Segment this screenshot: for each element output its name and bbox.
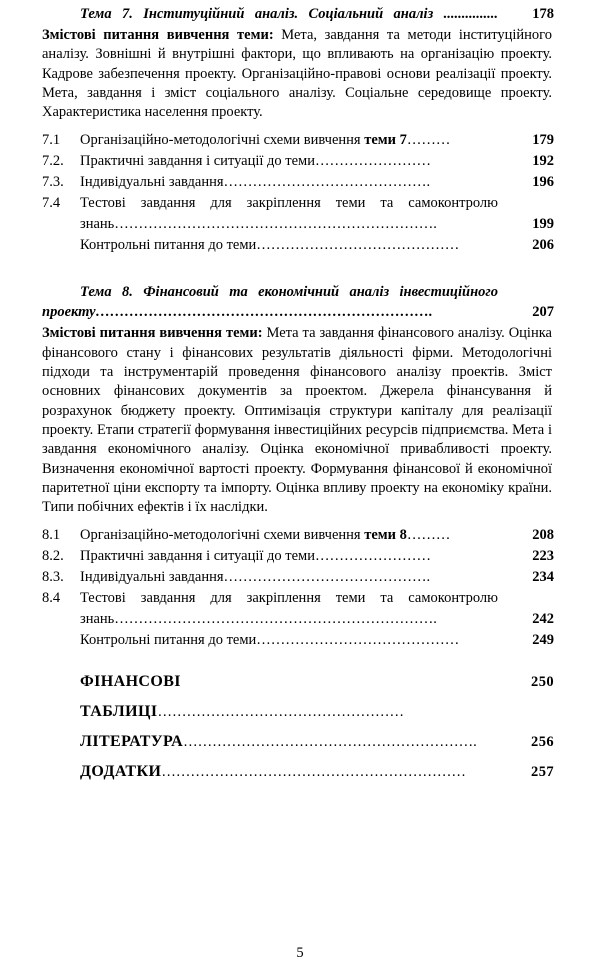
toc-item-label: Практичні завдання і ситуації до теми…………………… bbox=[80, 548, 431, 565]
section-label: ФІНАНСОВІ ТАБЛИЦІ bbox=[80, 673, 181, 721]
toc-item-label: Організаційно-методологічні схеми вивчення теми 8……… bbox=[80, 527, 451, 544]
theme-7-description: Змістові питання вивчення теми: Мета, завдання та методи інституційного аналізу. Зовнішні й внутрішні фактори, що впливають на організацію проекту. Кадрове забезпечення проекту. Організаційно-правові основи реалізації проекту. Мета, завдання і зміст соціального аналізу. Соціальне середовище проекту. Характеристика населення проекту. bbox=[42, 27, 552, 121]
toc-item-page: 249 bbox=[532, 632, 554, 649]
theme-7-heading bbox=[42, 4, 554, 24]
section-label: ДОДАТКИ bbox=[80, 763, 162, 781]
toc-item[interactable] bbox=[42, 130, 554, 151]
toc-item-number: 8.1 bbox=[42, 527, 61, 544]
theme-7-title: Тема 7. Інституційний аналіз. Соціальний аналіз ............... bbox=[80, 6, 498, 22]
section-entry-appendices[interactable] bbox=[42, 757, 554, 787]
section-page: 257 bbox=[531, 764, 554, 781]
toc-item-page: 199 bbox=[532, 216, 554, 233]
toc-item-page: 192 bbox=[532, 153, 554, 170]
toc-item-label: Тестові завдання для закріплення теми та самоконтролю знань…………………………………………………………. bbox=[80, 590, 498, 628]
toc-item-number: 8.2. bbox=[42, 548, 64, 565]
toc-item[interactable] bbox=[42, 630, 554, 651]
toc-item-number: 7.4 bbox=[42, 195, 61, 212]
toc-item-label: Практичні завдання і ситуації до теми…………………… bbox=[80, 153, 431, 170]
toc-item-label: Тестові завдання для закріплення теми та самоконтролю знань…………………………………………………………. bbox=[80, 195, 498, 233]
toc-item[interactable] bbox=[42, 235, 554, 256]
toc-item-number: 7.1 bbox=[42, 132, 61, 149]
page-folio: 5 bbox=[296, 945, 304, 961]
toc-item-page: 206 bbox=[532, 237, 554, 254]
toc-item-page: 242 bbox=[532, 611, 554, 628]
toc-item-page: 179 bbox=[532, 132, 554, 149]
toc-item-number: 8.3. bbox=[42, 569, 64, 586]
toc-item[interactable] bbox=[42, 525, 554, 546]
section-label: ЛІТЕРАТУРА bbox=[80, 733, 184, 751]
toc-item-label: Індивідуальні завдання……………………………………. bbox=[80, 174, 431, 191]
toc-item-page: 208 bbox=[532, 527, 554, 544]
toc-item[interactable] bbox=[42, 172, 554, 193]
theme-8-heading bbox=[42, 282, 554, 302]
theme-8-title-line-2: проекту……………………………………………………………. bbox=[42, 304, 433, 321]
toc-item[interactable] bbox=[42, 567, 554, 588]
toc-item-label: Контрольні питання до теми…………………………………… bbox=[80, 632, 460, 649]
theme-8-title-line-1: Тема 8. Фінансовий та економічний аналіз інвестиційного bbox=[80, 284, 498, 301]
toc-item[interactable] bbox=[42, 588, 554, 630]
section-entry-literature[interactable] bbox=[42, 727, 554, 757]
toc-item-number: 8.4 bbox=[42, 590, 61, 607]
theme-7-page-number: 178 bbox=[532, 6, 554, 22]
theme-8-page-number: 207 bbox=[532, 304, 554, 321]
section-dots: ……………………………………………………. bbox=[183, 734, 477, 751]
toc-item[interactable] bbox=[42, 151, 554, 172]
toc-item-number: 7.3. bbox=[42, 174, 64, 191]
toc-item-page: 223 bbox=[532, 548, 554, 565]
toc-item-label: Індивідуальні завдання……………………………………. bbox=[80, 569, 431, 586]
toc-item[interactable] bbox=[42, 546, 554, 567]
toc-item[interactable] bbox=[42, 193, 554, 235]
section-page: 250 bbox=[531, 674, 554, 691]
toc-item-label: Контрольні питання до теми…………………………………… bbox=[80, 237, 460, 254]
section-dots: …………………………………………… bbox=[157, 704, 404, 721]
toc-item-page: 234 bbox=[532, 569, 554, 586]
section-page: 256 bbox=[531, 734, 554, 751]
toc-item-label: Організаційно-методологічні схеми вивчення теми 7……… bbox=[80, 132, 451, 149]
section-entry-financial-tables[interactable] bbox=[42, 667, 554, 727]
section-dots: ……………………………………………………… bbox=[161, 764, 466, 781]
toc-item-page: 196 bbox=[532, 174, 554, 191]
toc-item-number: 7.2. bbox=[42, 153, 64, 170]
theme-8-description: Змістові питання вивчення теми: Мета та завдання фінансового аналізу. Оцінка фінансового стану і фінансових результатів діяльності фірми. Методологічні підходи та інструментарій проведення фінансового аналізу проектів. Зміст основних фінансових документів за проектом. Джерела фінансування й розрахунок бюджету проекту. Оптимізація структури капіталу для реалізації проекту. Етапи стратегії формування інвестиційних ресурсів підприємства. Мета і завдання економічного аналізу. Оцінка економічної привабливості проекту. Визначення економічної вартості проекту. Формування фінансової й економічної паритетної ціни експорту та імпорту. Оцінка впливу проекту на економіку країни. Типи побічних ефектів і їх наслідки. bbox=[42, 325, 552, 516]
theme-8-heading-cont bbox=[42, 302, 554, 322]
